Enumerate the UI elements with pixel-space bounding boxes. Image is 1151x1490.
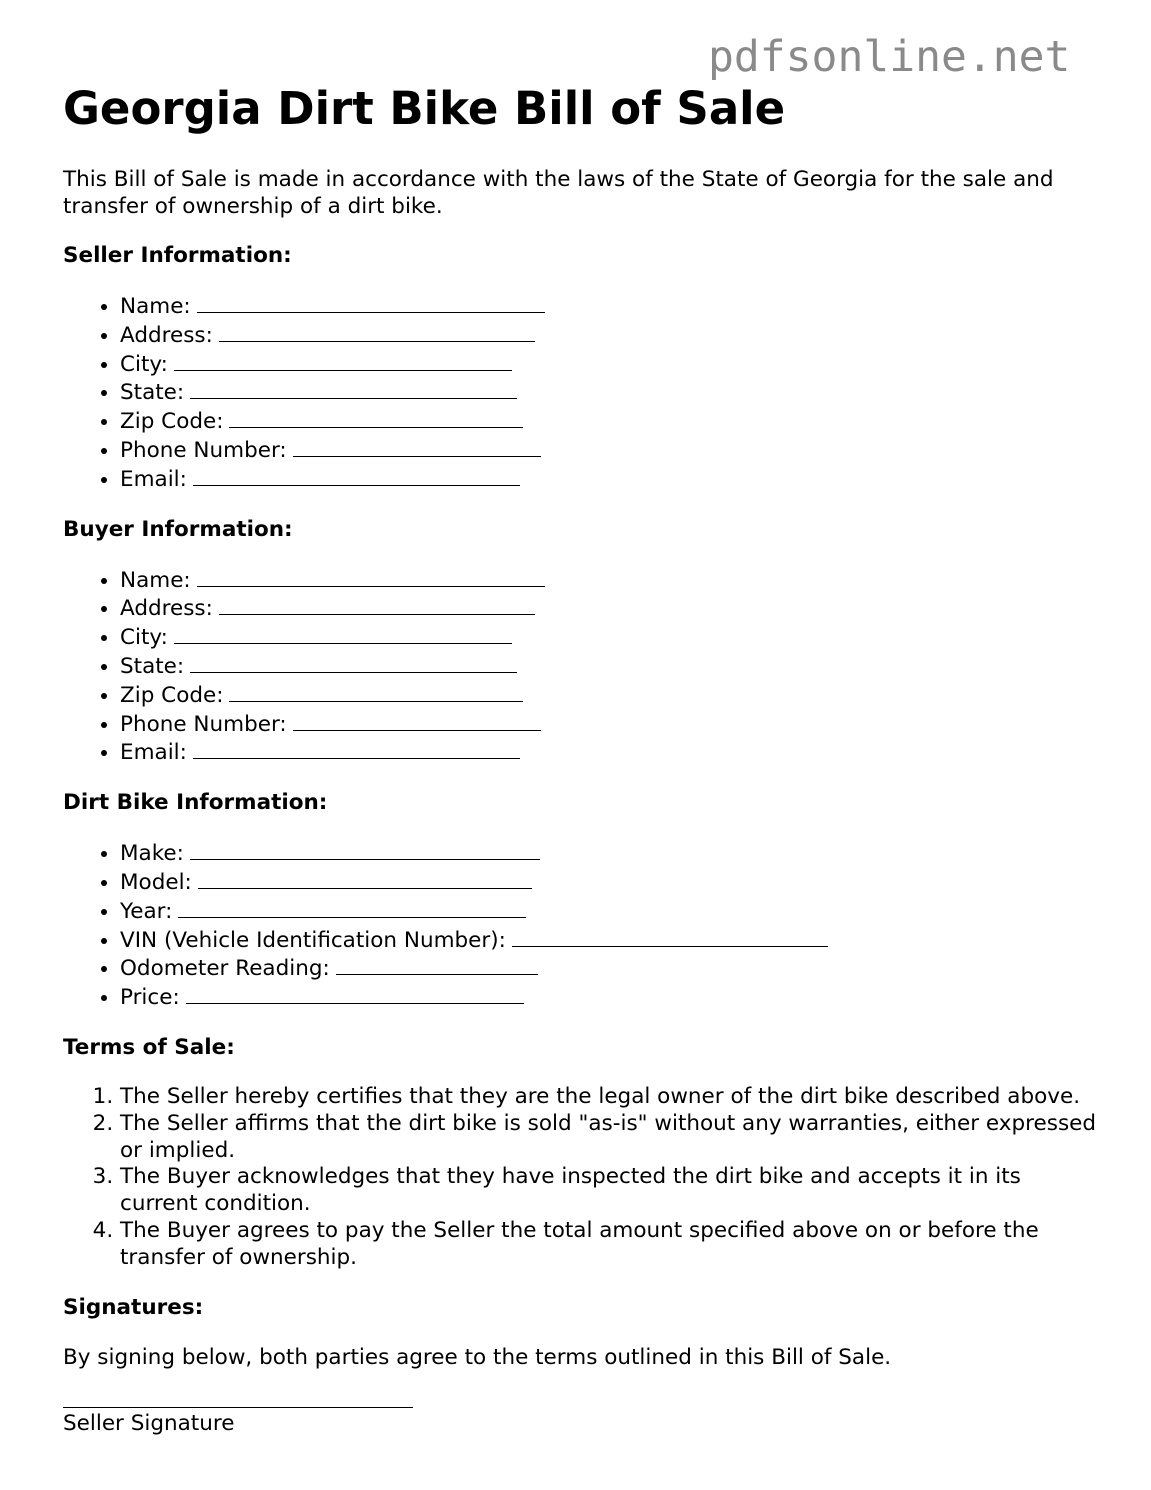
seller-phone-item (120, 436, 1103, 465)
buyer-state-item (120, 652, 1103, 681)
terms-item: 3. The Buyer acknowledges that they have inspected the dirt bike and accepts it in its current condition. (120, 1164, 1103, 1218)
buyer-field-list (63, 566, 1103, 768)
seller-name-item (120, 292, 1103, 321)
field-label: Price: (120, 985, 180, 1011)
field-label: Name: (120, 567, 191, 593)
seller-zip-item (120, 407, 1103, 436)
watermark: pdfsonline.net (708, 32, 1071, 82)
buyer-city-blank[interactable] (174, 623, 512, 644)
field-label: Email: (120, 466, 187, 492)
field-label: State: (120, 380, 185, 406)
field-label: Name: (120, 294, 191, 319)
document-title: Georgia Dirt Bike Bill of Sale (63, 82, 786, 135)
seller-signature-line[interactable] (63, 1407, 413, 1408)
buyer-city-item (120, 623, 1103, 652)
signatures-statement: By signing below, both parties agree to the terms outlined in this Bill of Sale. (63, 1344, 892, 1370)
seller-email-item (120, 465, 1103, 494)
field-label: Zip Code: (120, 682, 224, 708)
buyer-email-blank[interactable] (193, 738, 520, 759)
buyer-address-blank[interactable] (219, 594, 535, 615)
buyer-email-item (120, 738, 1103, 767)
field-label: Email: (120, 740, 187, 766)
field-label: City: (120, 625, 168, 651)
bike-model-item (120, 868, 1103, 897)
buyer-phone-item (120, 710, 1103, 739)
buyer-phone-blank[interactable] (293, 710, 541, 731)
buyer-state-blank[interactable] (190, 652, 517, 673)
field-label: Odometer Reading: (120, 956, 330, 982)
buyer-heading: Buyer Information: (63, 516, 293, 542)
seller-state-blank[interactable] (190, 378, 517, 399)
field-label: Year: (120, 898, 173, 924)
seller-zip-blank[interactable] (229, 407, 523, 428)
bike-price-item (120, 983, 1103, 1012)
bike-price-blank[interactable] (186, 983, 524, 1004)
terms-list (63, 1084, 1103, 1272)
seller-email-blank[interactable] (193, 465, 520, 486)
seller-field-list (63, 292, 1103, 494)
field-label: Phone Number: (120, 437, 287, 463)
bike-odometer-item (120, 954, 1103, 983)
bike-field-list (63, 839, 1103, 1012)
buyer-address-item (120, 594, 1103, 623)
terms-heading: Terms of Sale: (63, 1034, 235, 1060)
bike-year-blank[interactable] (178, 897, 526, 918)
buyer-name-blank[interactable] (197, 566, 545, 587)
seller-address-blank[interactable] (219, 321, 535, 342)
terms-item: 2. The Seller affirms that the dirt bike is sold "as-is" without any warranties, either expressed or implied. (120, 1111, 1103, 1165)
intro-paragraph: This Bill of Sale is made in accordance with the laws of the State of Georgia for the sale and transfer of ownership of a dirt bike. (63, 167, 1054, 219)
seller-city-item (120, 350, 1103, 379)
field-label: State: (120, 653, 185, 679)
field-label: Make: (120, 841, 184, 867)
seller-city-blank[interactable] (174, 350, 512, 371)
buyer-name-item (120, 566, 1103, 595)
seller-address-item (120, 321, 1103, 350)
seller-state-item (120, 378, 1103, 407)
buyer-zip-blank[interactable] (229, 681, 523, 702)
seller-phone-blank[interactable] (293, 436, 541, 457)
seller-heading: Seller Information: (63, 243, 292, 268)
field-label: Model: (120, 869, 192, 895)
bike-odometer-blank[interactable] (336, 954, 538, 975)
bike-make-item (120, 839, 1103, 868)
terms-item: 4. The Buyer agrees to pay the Seller the total amount specified above on or before the transfer of ownership. (120, 1218, 1103, 1272)
field-label: VIN (Vehicle Identification Number): (120, 927, 506, 953)
seller-name-blank[interactable] (197, 292, 545, 313)
field-label: Address: (120, 322, 213, 348)
bike-vin-blank[interactable] (512, 926, 828, 947)
bike-year-item (120, 897, 1103, 926)
field-label: Zip Code: (120, 409, 224, 435)
bike-make-blank[interactable] (190, 839, 540, 860)
buyer-zip-item (120, 681, 1103, 710)
seller-signature-label: Seller Signature (63, 1410, 235, 1436)
terms-item: 1. The Seller hereby certifies that they are the legal owner of the dirt bike described above. (120, 1084, 1103, 1111)
bike-model-blank[interactable] (198, 868, 532, 889)
field-label: Address: (120, 596, 213, 622)
document-page (63, 80, 1103, 1437)
bike-heading: Dirt Bike Information: (63, 790, 328, 816)
field-label: City: (120, 351, 168, 377)
field-label: Phone Number: (120, 711, 287, 737)
bike-vin-item (120, 926, 1103, 955)
signatures-heading: Signatures: (63, 1294, 204, 1320)
